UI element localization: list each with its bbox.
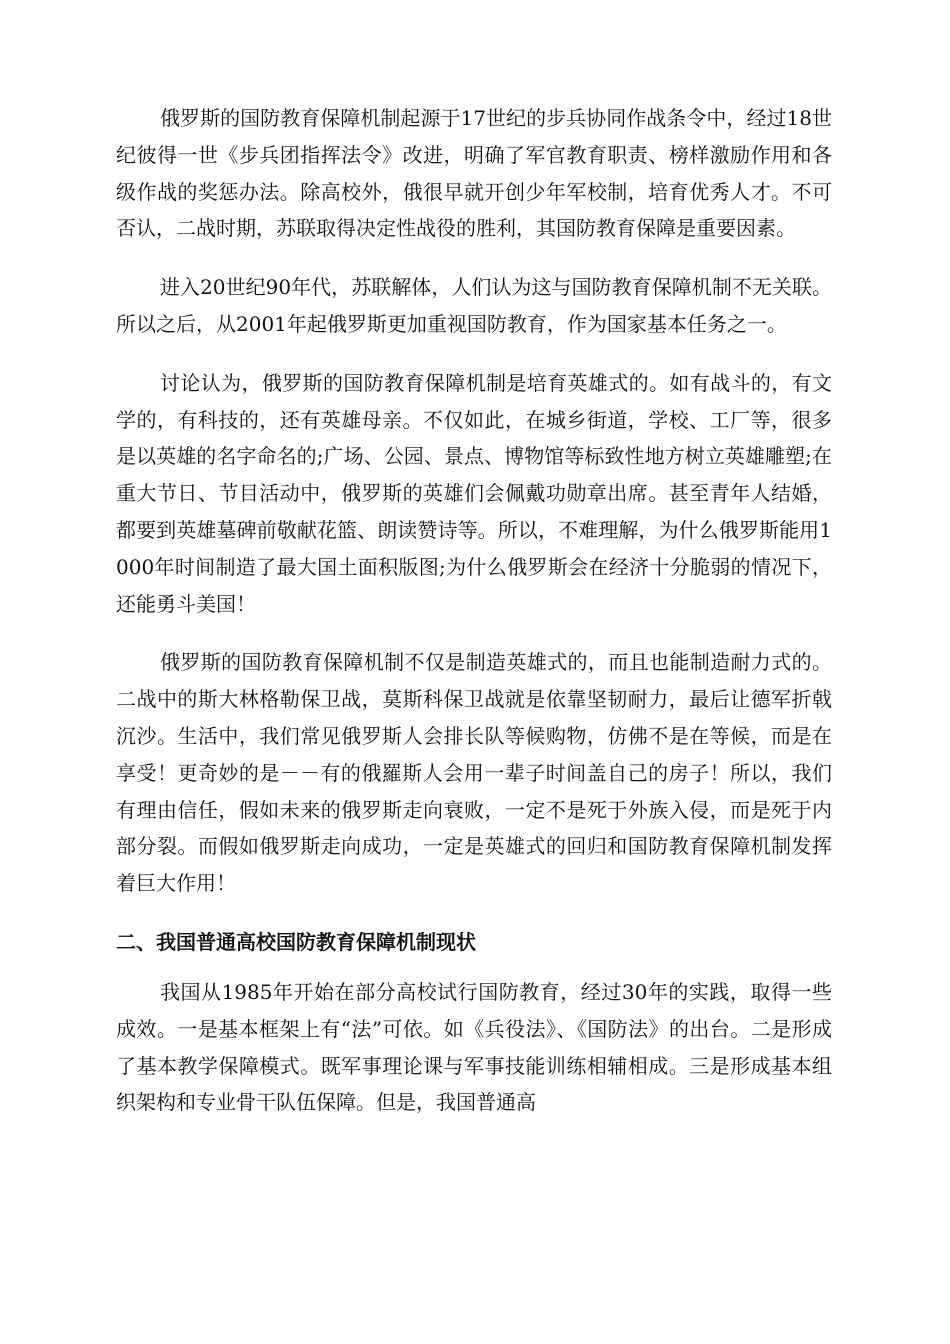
paragraph-origin: 俄罗斯的国防教育保障机制起源于17世纪的步兵协同作战条令中，经过18世纪彼得一世《步兵团指挥法令》改进，明确了军官教育职责、榜样激励作用和各级作战的奖惩办法。除高校外，俄很早就开创少年军校制，培育优秀人才。不可否认，二战时期，苏联取得决定性战役的胜利，其国防教育保障是重要因素。 [116,106,832,241]
paragraph-1990s: 进入20世纪90年代，苏联解体，人们认为这与国防教育保障机制不无关联。所以之后，从2001年起俄罗斯更加重视国防教育，作为国家基本任务之一。 [116,275,832,336]
paragraph-china-status: 我国从1985年开始在部分高校试行国防教育，经过30年的实践，取得一些成效。一是基本框架上有“法”可依。如《兵役法》、《国防法》的出台。二是形成了基本教学保障模式。既军事理论课与军事技能训练相辅相成。三是形成基本组织架构和专业骨干队伍保障。但是，我国普通高 [116,979,832,1115]
document-page [116,100,832,1121]
paragraph-endurance: 俄罗斯的国防教育保障机制不仅是制造英雄式的，而且也能制造耐力式的。二战中的斯大林格勒保卫战，莫斯科保卫战就是依靠坚韧耐力，最后让德军折戟沉沙。生活中，我们常见俄罗斯人会排长队等候购物，仿佛不是在等候，而是在享受！更奇妙的是－－有的俄羅斯人会用一辈子时间盖自己的房子！所以，我们有理由信任，假如未来的俄罗斯走向衰败，一定不是死于外族入侵，而是死于内部分裂。而假如俄罗斯走向成功，一定是英雄式的回归和国防教育保障机制发挥着巨大作用！ [116,650,832,896]
section-heading: 二、我国普通高校国防教育保障机制现状 [116,929,476,954]
paragraph-heroic: 讨论认为，俄罗斯的国防教育保障机制是培育英雄式的。如有战斗的，有文学的，有科技的，还有英雄母亲。不仅如此，在城乡街道，学校、工厂等，很多是以英雄的名字命名的;广场、公园、景点、博物馆等标致性地方树立英雄雕塑;在重大节日、节目活动中，俄罗斯的英雄们会佩戴功勋章出席。甚至青年人结婚，都要到英雄墓碑前敬献花篮、朗读赞诗等。所以，不难理解，为什么俄罗斯能用1000年时间制造了最大国土面积版图;为什么俄罗斯会在经济十分脆弱的情况下，还能勇斗美国！ [116,370,832,616]
